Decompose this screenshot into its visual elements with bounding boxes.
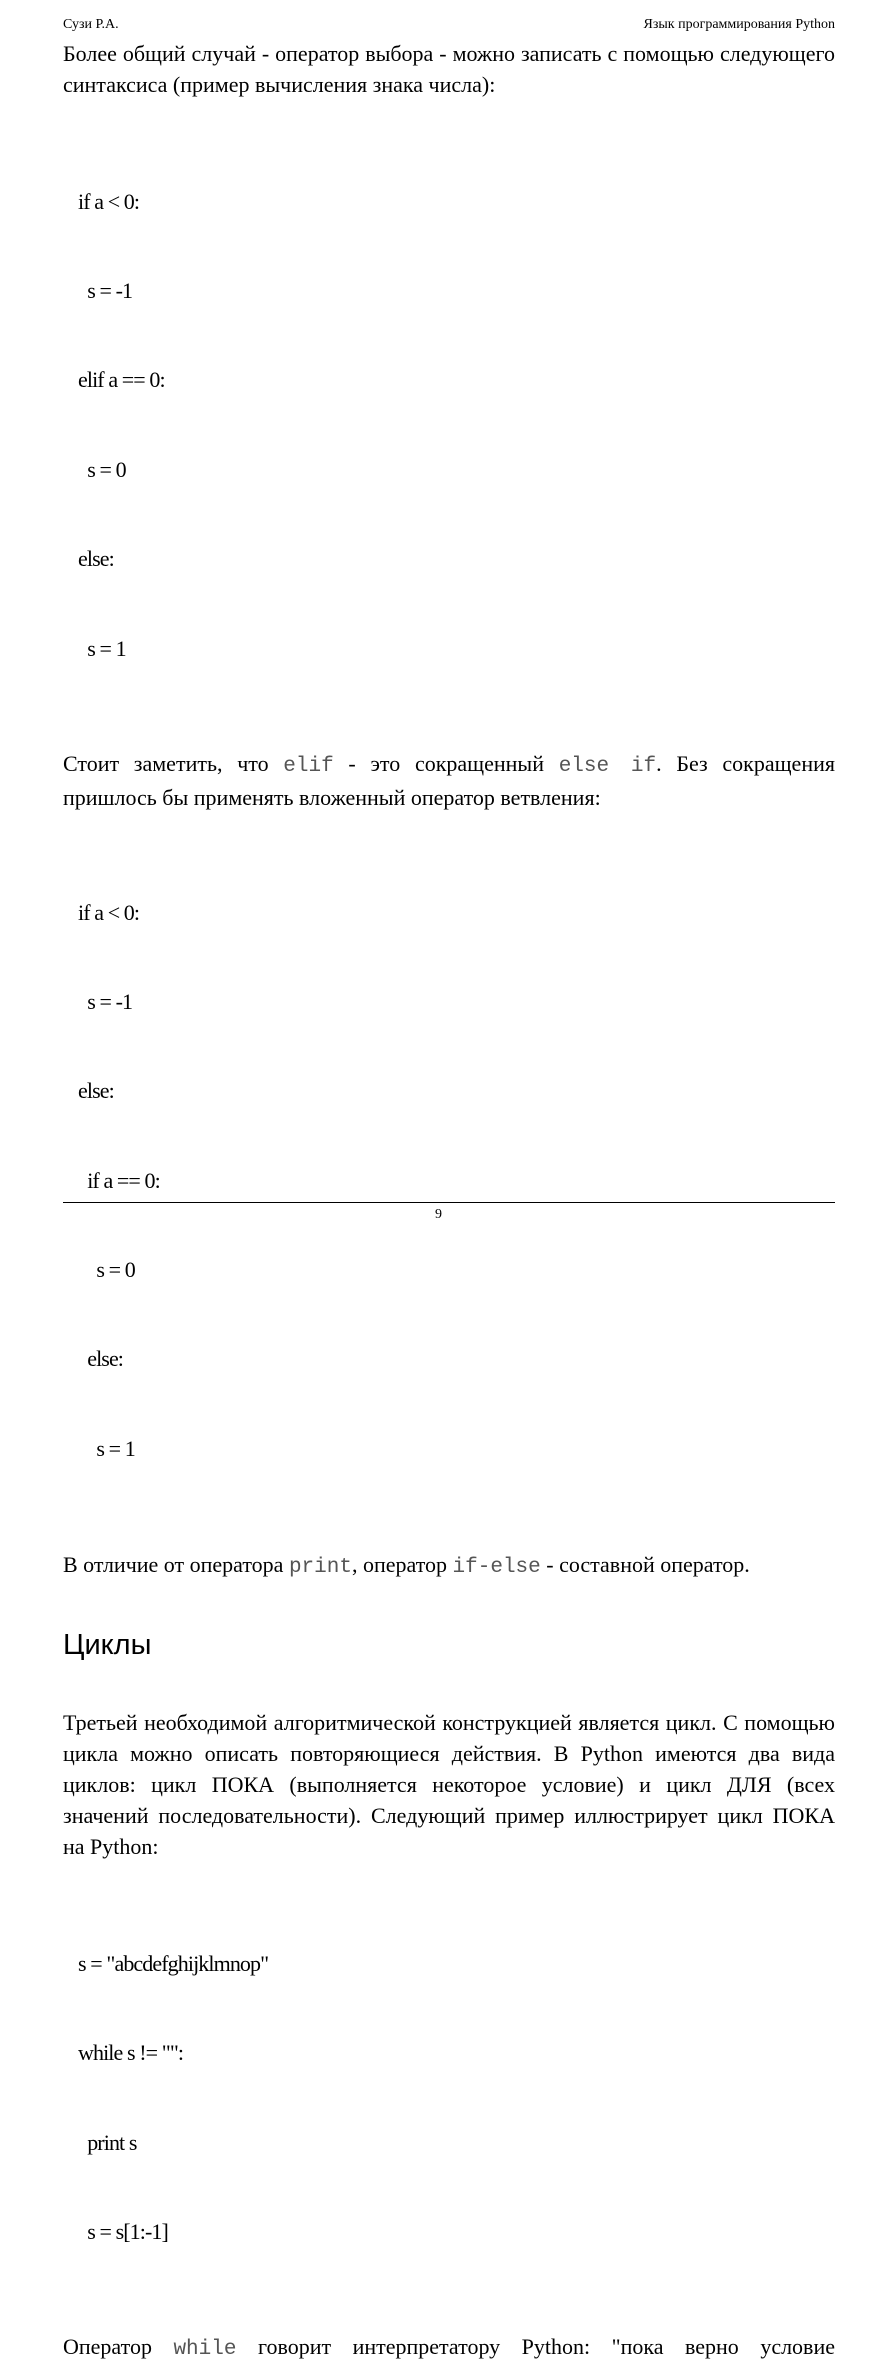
code-line: s = 0	[78, 456, 126, 482]
code-line: s = -1	[78, 988, 133, 1014]
footer-divider	[63, 1202, 835, 1203]
header-author: Сузи Р.А.	[63, 17, 119, 32]
code-line: else:	[78, 546, 114, 572]
code-line: if a == 0:	[78, 1167, 160, 1193]
code-block-sign	[63, 127, 835, 723]
paragraph-intro: Более общий случай - оператор выбора - можно записать с помощью следующего синтаксиса (пример вычисления знака числа):	[63, 41, 835, 97]
inline-code-elif: elif	[283, 754, 334, 778]
code-line: elif a == 0:	[78, 367, 165, 393]
code-line: s = 0	[78, 1257, 135, 1283]
code-block-while	[63, 1889, 835, 2306]
code-line: s = 1	[78, 1435, 135, 1461]
code-line: else:	[78, 1078, 114, 1104]
paragraph-text: , оператор	[351, 1552, 453, 1578]
code-line: if a < 0:	[78, 188, 140, 214]
inline-code-print: print	[288, 1556, 352, 1580]
paragraph-text: - составной оператор.	[540, 1552, 750, 1578]
inline-code-if-else: if-else	[452, 1556, 541, 1580]
code-line: s = 1	[78, 635, 126, 661]
paragraph-text: . Без сокращения пришлось бы применять вложенный оператор ветвления:	[63, 750, 835, 810]
paragraph-text: Стоит заметить, что	[63, 750, 284, 776]
code-block-nested	[63, 838, 835, 1523]
code-line: print s	[78, 2129, 137, 2155]
code-line: s = s[1:-1]	[78, 2219, 168, 2245]
paragraph-text: - это сокращенный	[333, 750, 559, 776]
paragraph-loops: Третьей необходимой алгоритмической конструкцией является цикл. С помощью цикла можно описать повторяющиеся действия. В Python имеются два вида циклов: цикл ПОКА (выполняется некоторое условие) и цикл ДЛЯ (всех значений последовательности). Следующий пример иллюстрирует цикл ПОКА на Python:	[63, 1710, 835, 1860]
inline-code-else-if: else if	[558, 754, 657, 778]
code-line: s = "abcdefghijklmnop"	[78, 1950, 269, 1976]
section-title: Циклы	[63, 1629, 152, 1662]
paragraph-compound	[63, 1549, 835, 1583]
paragraph-elif	[63, 748, 835, 813]
code-line: while s != "":	[78, 2040, 184, 2066]
paragraph-text: Оператор	[63, 2334, 174, 2360]
paragraph-text: В отличие от оператора	[63, 1552, 289, 1578]
page-number: 9	[435, 1207, 442, 1222]
inline-code-while: while	[173, 2338, 237, 2362]
code-line: if a < 0:	[78, 899, 140, 925]
code-line: s = -1	[78, 277, 133, 303]
paragraph-while	[63, 2331, 835, 2365]
paragraph-text: говорит интерпретатору Python: "пока верно условие	[236, 2334, 835, 2360]
header-title: Язык программирования Python	[643, 17, 835, 32]
code-line: else:	[78, 1346, 124, 1372]
